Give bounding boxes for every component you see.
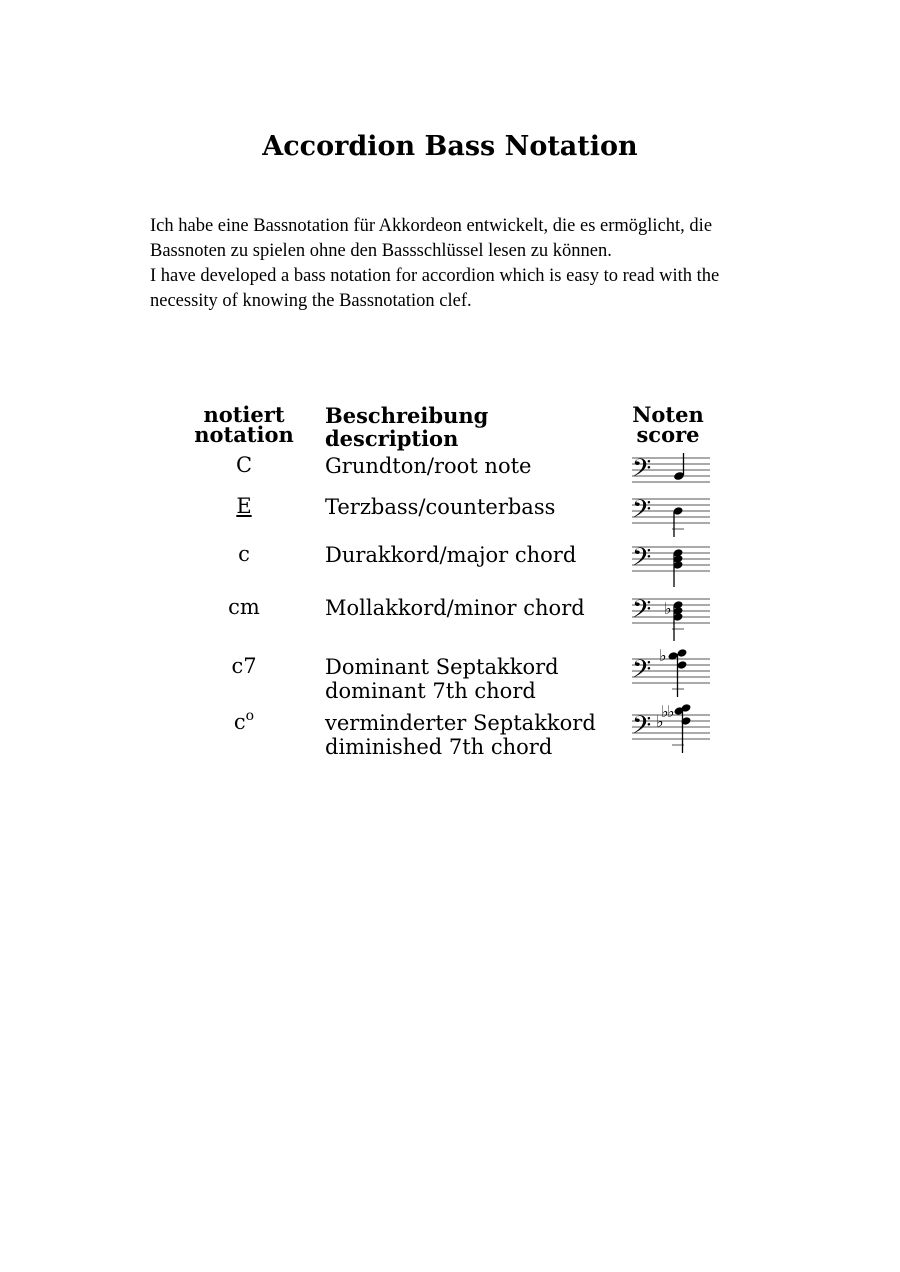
header-score (628, 402, 708, 447)
flat-icon: ♭ (667, 702, 675, 721)
bass-clef-icon: 𝄢 (632, 595, 652, 630)
notation-base: c (233, 710, 246, 734)
description-root (325, 454, 531, 478)
header-description (325, 404, 488, 450)
bass-clef-icon: 𝄢 (632, 495, 652, 530)
description-major-chord (325, 543, 576, 567)
description-dominant-7th (325, 655, 559, 703)
description-line: Mollakkord/minor chord (325, 596, 585, 620)
score-dominant-7th (628, 643, 712, 699)
intro-text (150, 214, 760, 314)
flat-icon: ♭ (659, 646, 667, 665)
score-root-note (628, 452, 712, 490)
intro-english: I have developed a bass notation for accordion which is easy to read with the necessity of knowing the Bassnotation clef. (150, 266, 720, 311)
header-description-de: Beschreibung (325, 403, 489, 428)
bass-clef-icon: 𝄢 (632, 655, 652, 690)
bass-clef-icon: 𝄢 (632, 543, 652, 578)
header-description-en: description (325, 426, 459, 451)
header-score-en: score (636, 422, 700, 447)
description-line: Grundton/root note (325, 454, 532, 478)
description-line: Durakkord/major chord (325, 543, 577, 567)
header-notation-en: notation (194, 422, 294, 447)
score-major-chord (628, 543, 712, 589)
notation-major-chord: c (238, 542, 250, 566)
flat-icon: ♭ (661, 702, 669, 721)
header-notation (186, 402, 302, 447)
description-minor-chord (325, 596, 585, 620)
flat-icon: ♭ (664, 599, 672, 618)
description-line: Terzbass/counterbass (325, 495, 556, 519)
score-counterbass (628, 495, 712, 539)
description-line: dominant 7th chord (325, 679, 536, 703)
flat-icon: ♭ (656, 712, 664, 731)
bass-clef-icon: 𝄢 (632, 454, 652, 489)
score-diminished-7th (628, 699, 712, 755)
header-notation-de: notiert (203, 402, 285, 427)
header-score-de: Noten (632, 402, 704, 427)
score-minor-chord (628, 595, 712, 643)
notation-root: C (235, 453, 253, 477)
description-line: diminished 7th chord (325, 735, 553, 759)
description-counterbass (325, 495, 555, 519)
notation-counterbass: E (236, 494, 252, 518)
notation-diminished-7th (186, 710, 302, 734)
intro-german: Ich habe eine Bassnotation für Akkordeon entwickelt, die es ermöglicht, die Bassnoten zu spielen ohne den Bassschlüssel lesen zu können. (150, 216, 713, 261)
description-line: Dominant Septakkord (325, 655, 559, 679)
description-line: verminderter Septakkord (325, 711, 596, 735)
page-title: Accordion Bass Notation (262, 131, 638, 162)
notation-minor-chord: cm (228, 595, 260, 619)
description-diminished-7th (325, 711, 596, 759)
notation-dominant-7th: c7 (231, 654, 257, 678)
bass-clef-icon: 𝄢 (632, 711, 652, 746)
notation-superscript: o (245, 708, 255, 724)
